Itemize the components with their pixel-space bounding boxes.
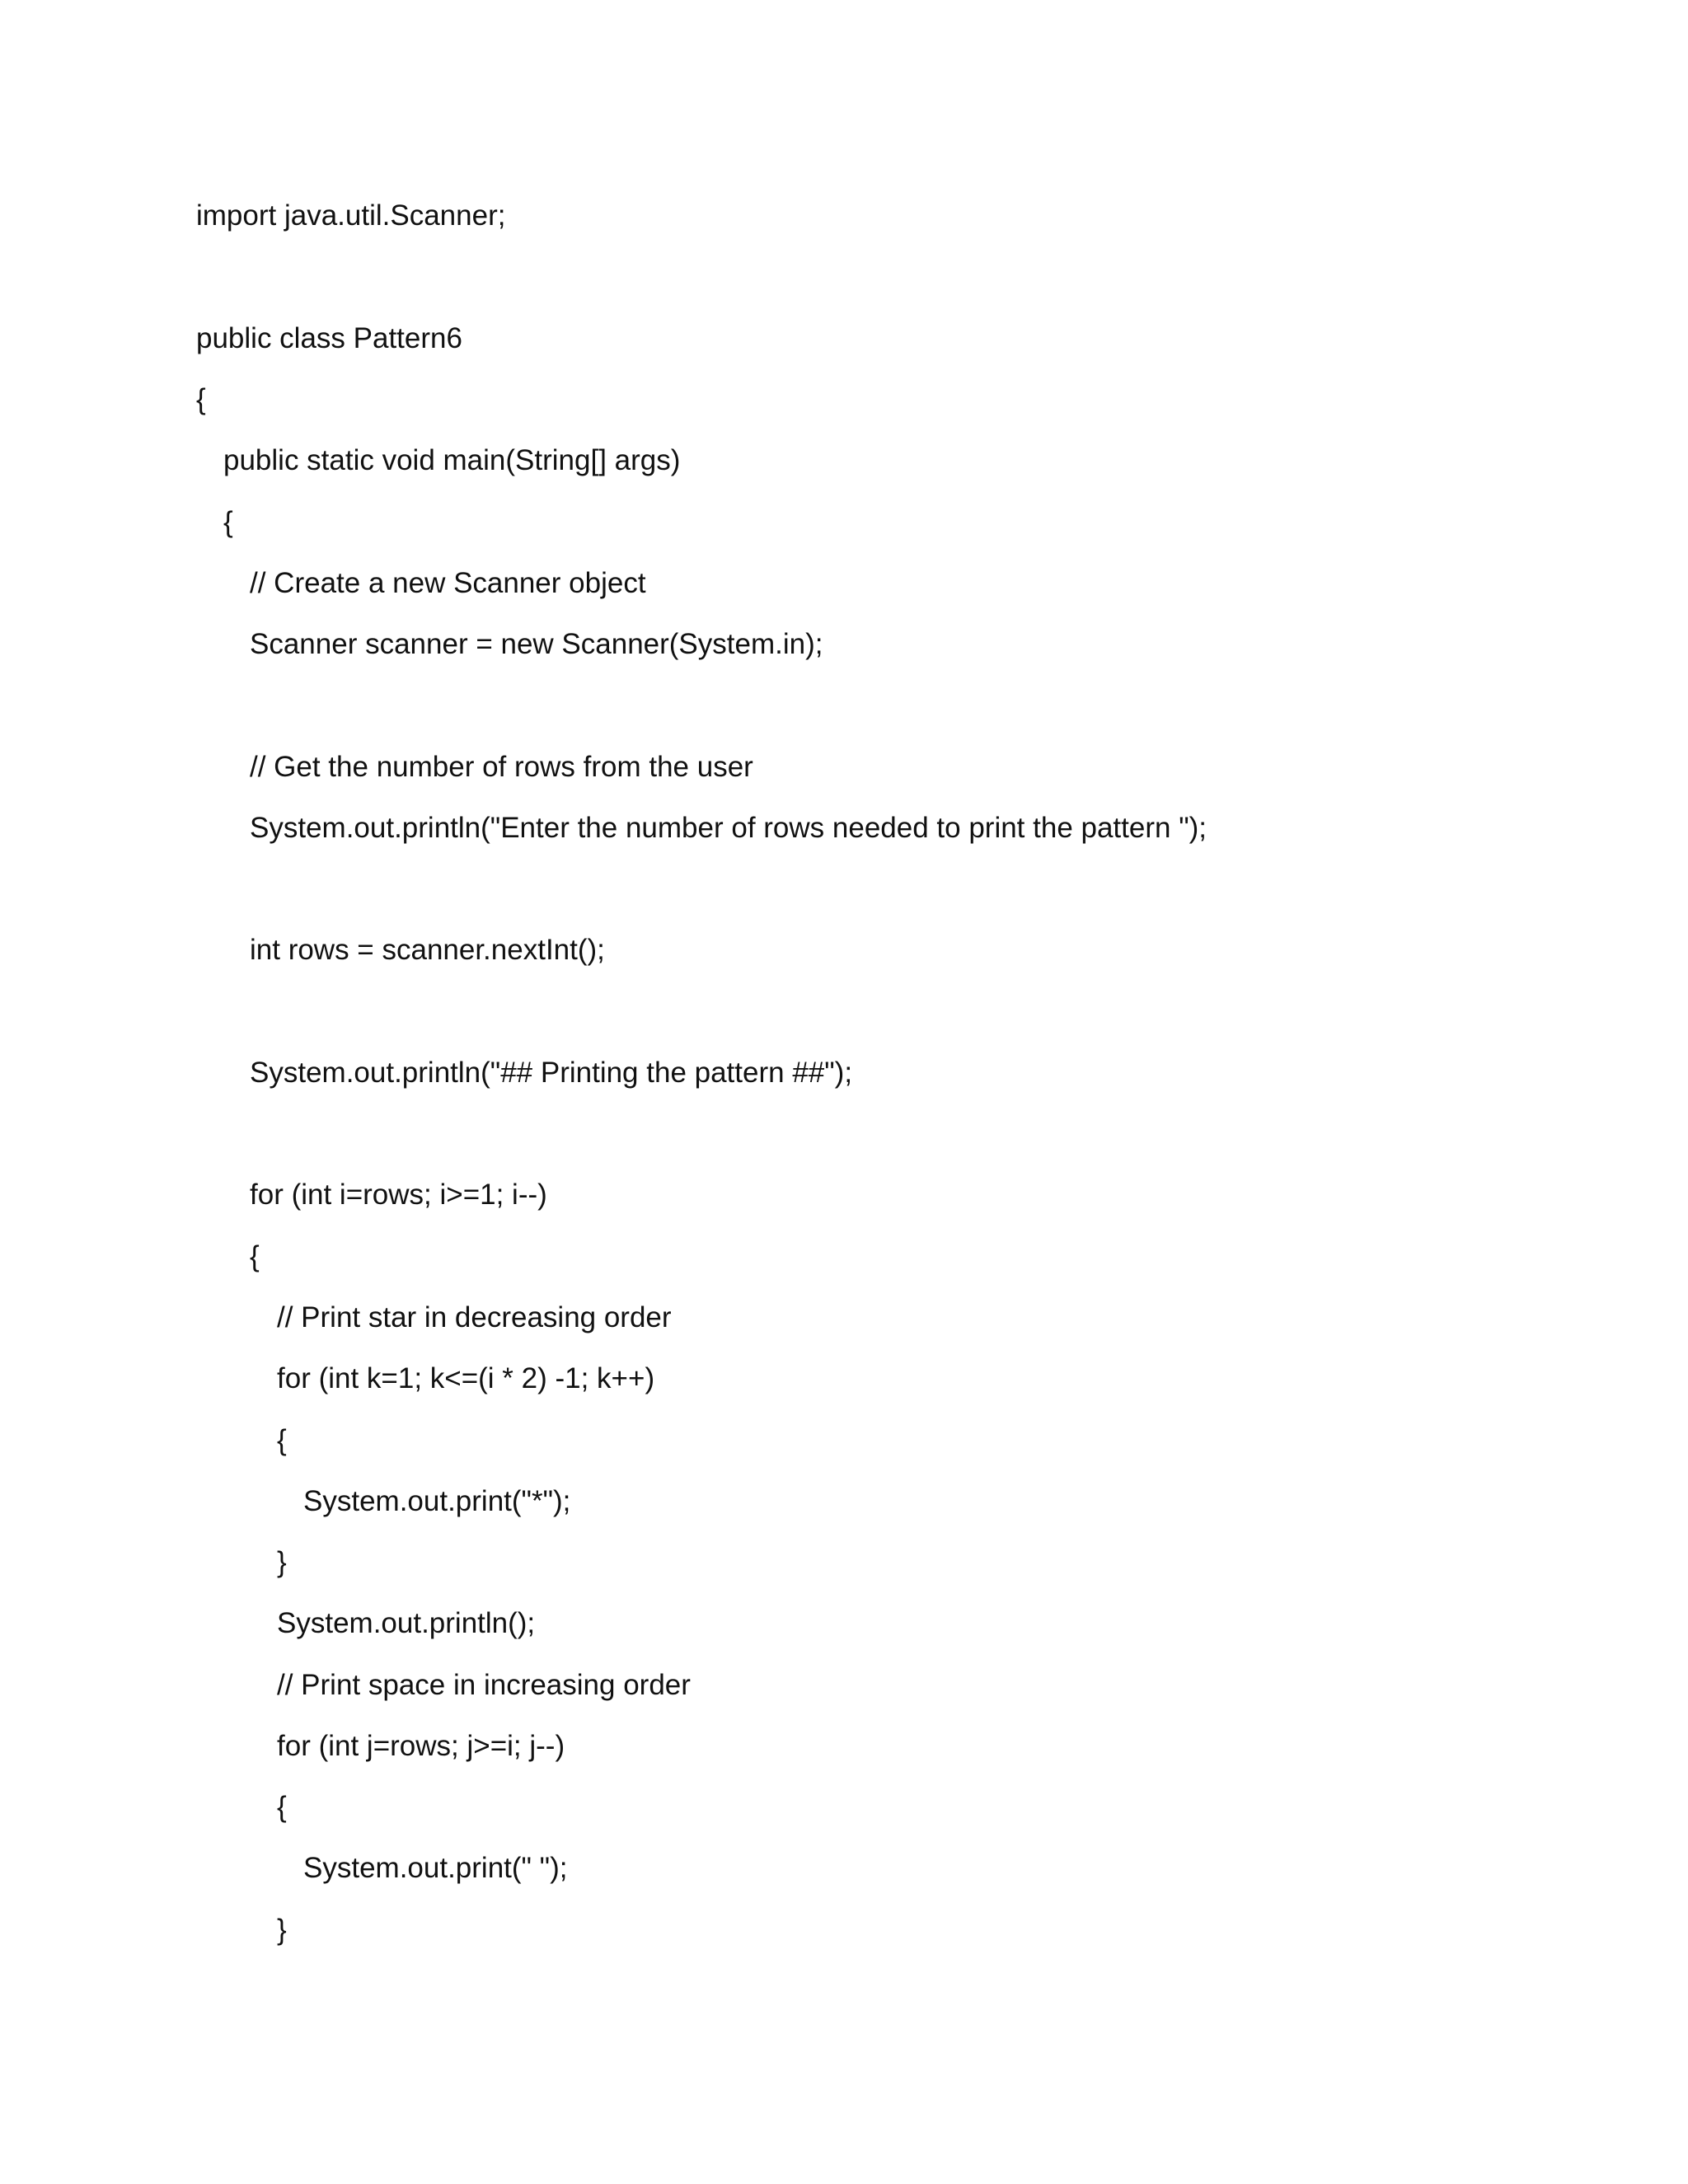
code-line-import: import java.util.Scanner;: [196, 199, 506, 232]
code-line-comment-space: // Print space in increasing order: [277, 1669, 691, 1701]
code-line-scanner-init: Scanner scanner = new Scanner(System.in);: [250, 628, 823, 660]
code-line-print-star: System.out.print("*");: [303, 1485, 571, 1517]
code-line-read-rows: int rows = scanner.nextInt();: [250, 934, 605, 966]
code-line-prompt-println: System.out.println("Enter the number of rows needed to print the pattern ");: [250, 812, 1207, 844]
code-line-star-close-brace: }: [277, 1546, 287, 1578]
code-line-star-for: for (int k=1; k<=(i * 2) -1; k++): [277, 1362, 655, 1394]
code-line-class-declaration: public class Pattern6: [196, 322, 462, 354]
code-line-header-println: System.out.println("## Printing the pattern ##");: [250, 1057, 853, 1089]
code-line-main-method: public static void main(String[] args): [223, 444, 681, 476]
code-line-main-open-brace: {: [223, 506, 233, 538]
code-line-comment-star: // Print star in decreasing order: [277, 1301, 672, 1333]
code-line-newline-println: System.out.println();: [277, 1607, 536, 1639]
code-line-comment-rows: // Get the number of rows from the user: [250, 751, 753, 783]
code-line-outer-open-brace: {: [250, 1240, 260, 1272]
code-line-space-open-brace: {: [277, 1791, 287, 1823]
code-line-space-for: for (int j=rows; j>=i; j--): [277, 1730, 565, 1762]
code-line-star-open-brace: {: [277, 1424, 287, 1456]
code-line-class-open-brace: {: [196, 383, 206, 415]
code-line-space-close-brace: }: [277, 1914, 287, 1946]
code-line-outer-for: for (int i=rows; i>=1; i--): [250, 1179, 547, 1211]
code-line-comment-scanner: // Create a new Scanner object: [250, 567, 646, 599]
code-line-print-space: System.out.print(" ");: [303, 1852, 568, 1884]
